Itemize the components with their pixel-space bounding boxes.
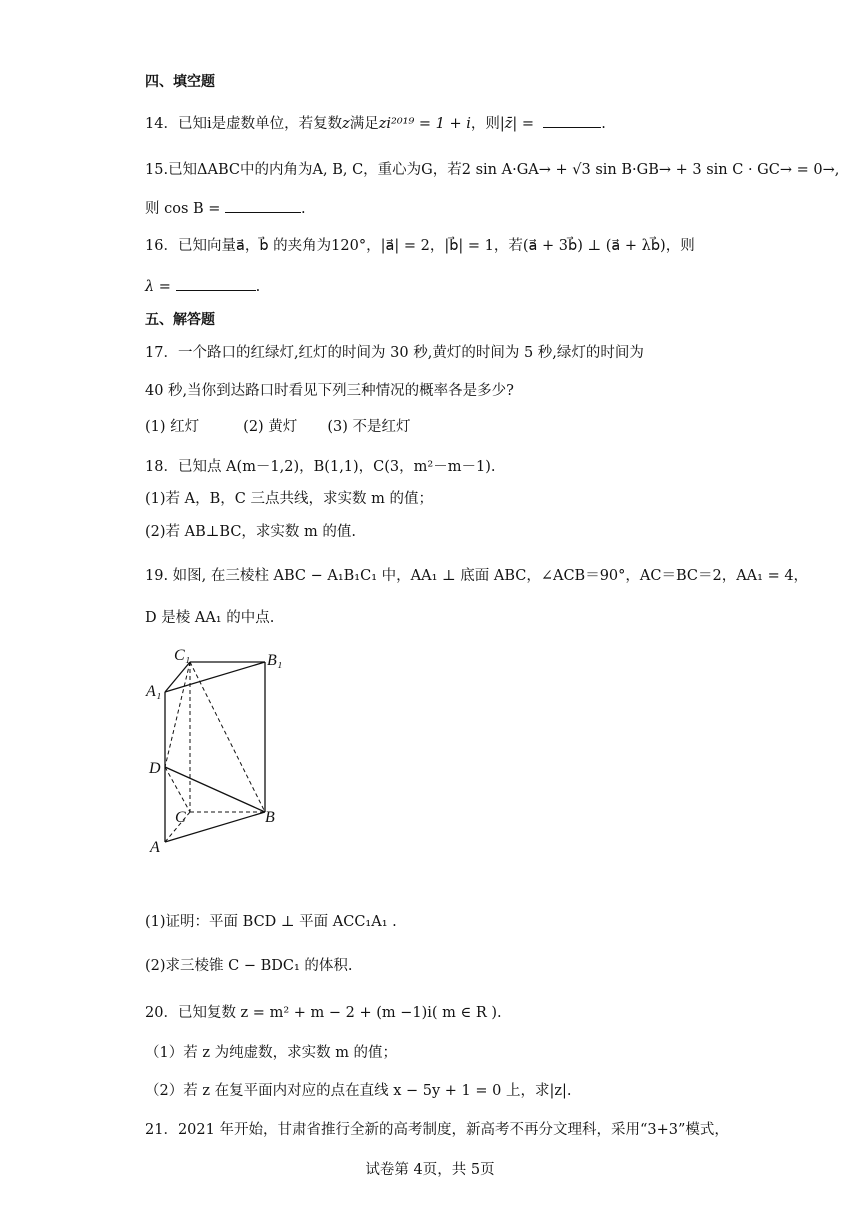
question-16-line1	[145, 236, 695, 256]
question-15-line2	[145, 198, 306, 219]
section-heading-solve: 五、解答题	[145, 312, 215, 328]
label-A1: A₁	[146, 683, 162, 700]
q21-line1: 21．2021 年开始，甘肃省推行全新的高考制度，新高考不再分文理科，采用“3+3”模式，	[145, 1122, 729, 1138]
edge-A1B1	[165, 662, 265, 692]
q14-number: 14．	[145, 116, 178, 132]
label-D: D	[149, 760, 161, 777]
q16-end: .	[255, 279, 261, 295]
q16-text1: 已知向量a⃗，b⃗ 的夹角为120°，|a⃗| = 2，|b⃗| = 1，若(a⃗ + 3b⃗) ⊥ (a⃗ + λb⃗)，则	[177, 238, 695, 254]
label-A: A	[150, 839, 160, 856]
edge-DB	[165, 767, 265, 812]
question-16-line2	[145, 276, 260, 297]
label-C: C	[175, 809, 186, 826]
label-B: B	[265, 809, 275, 826]
q16-answer-blank[interactable]	[176, 276, 256, 291]
q14-equation: zi²⁰¹⁹ = 1 + i	[378, 116, 471, 132]
q19-part2: (2)求三棱锥 C − BDC₁ 的体积.	[145, 958, 353, 974]
q15-end: .	[301, 201, 306, 217]
prism-figure	[140, 640, 300, 865]
q20-line1: 20．已知复数 z = m² + m − 2 + (m −1)i( m ∈ R ).	[145, 1005, 502, 1021]
page-footer: 试卷第 4页，共 5页	[365, 1162, 495, 1178]
q17-option-3: (3) 不是红灯	[327, 419, 411, 435]
q17-option-2: (2) 黄灯	[243, 419, 298, 435]
q14-then: ，则	[470, 116, 500, 132]
edge-DC-hidden	[165, 767, 190, 812]
q14-end: .	[601, 116, 606, 132]
q19-part1: (1)证明：平面 BCD ⊥ 平面 ACC₁A₁ .	[145, 914, 397, 930]
label-B1: B₁	[267, 652, 283, 669]
q19-line1: 19. 如图, 在三棱柱 ABC − A₁B₁C₁ 中，AA₁ ⊥ 底面 ABC，∠ACB＝90°，AC＝BC＝2，AA₁ = 4，	[145, 568, 809, 584]
edge-C1B-hidden	[190, 662, 265, 812]
q17-options	[145, 417, 410, 437]
q14-mid: 满足	[349, 116, 379, 132]
q14-eqsign: =	[521, 116, 535, 132]
q18-line3: (2)若 AB⊥BC，求实数 m 的值.	[145, 524, 357, 540]
question-15-line1	[145, 160, 839, 180]
q15-answer-blank[interactable]	[225, 198, 301, 213]
q20-line3: （2）若 z 在复平面内对应的点在直线 x − 5y + 1 = 0 上，求|z|.	[145, 1083, 572, 1099]
q17-line2: 40 秒,当你到达路口时看见下列三种情况的概率各是多少?	[145, 383, 514, 399]
q19-line2: D 是棱 AA₁ 的中点.	[145, 610, 275, 626]
q15-text1: 已知ΔABC中的内角为A, B, C，重心为G，若2 sin A·GA→ + √3 sin B·GB→ + 3 sin C · GC→ = 0→,	[168, 162, 840, 178]
q15-number: 15.	[145, 162, 169, 178]
q14-abs-conj-z: |z̄|	[499, 116, 518, 132]
section-heading-fill-in: 四、填空题	[145, 74, 215, 90]
q18-line1: 18．已知点 A(m－1,2)，B(1,1)，C(3，m²－m－1).	[145, 459, 496, 475]
q18-line2: (1)若 A，B，C 三点共线，求实数 m 的值；	[145, 491, 433, 507]
q17-option-1: (1) 红灯	[145, 419, 200, 435]
label-C1: C₁	[174, 647, 191, 664]
q15-text2: 则 cos B =	[145, 201, 226, 217]
q16-text2: λ =	[145, 279, 176, 295]
q14-z: z	[342, 116, 350, 132]
q16-number: 16．	[145, 238, 178, 254]
q14-answer-blank[interactable]	[543, 113, 601, 128]
q14-text: 已知i是虚数单位，若复数	[177, 116, 343, 132]
question-14	[145, 113, 606, 134]
q20-line2: （1）若 z 为纯虚数，求实数 m 的值；	[145, 1045, 398, 1061]
q17-line1: 17．一个路口的红绿灯,红灯的时间为 30 秒,黄灯的时间为 5 秒,绿灯的时间为	[145, 345, 644, 361]
